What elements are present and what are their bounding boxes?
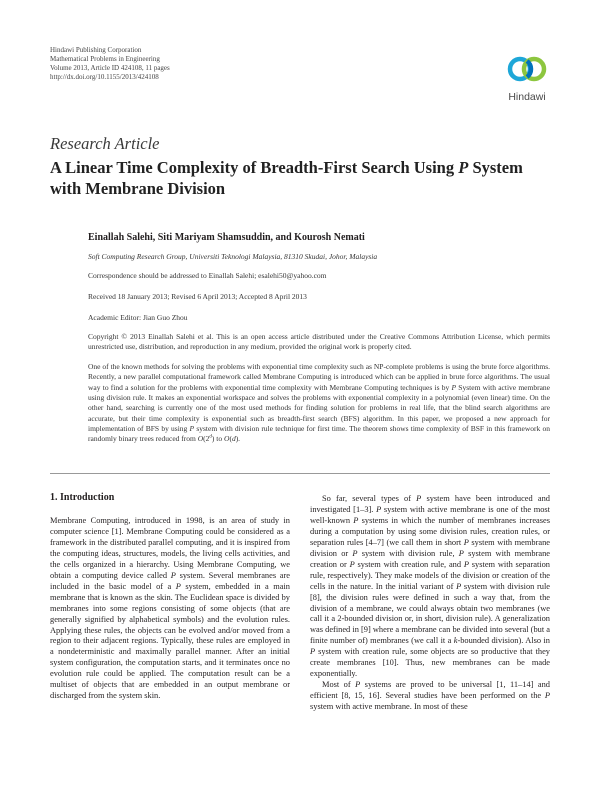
authors: Einallah Salehi, Siti Mariyam Shamsuddin, and Kourosh Nemati bbox=[88, 232, 365, 243]
paper-title bbox=[50, 157, 550, 199]
title-text-1: A Linear Time Complexity of Breadth-First Search Using bbox=[50, 158, 459, 177]
submission-dates: Received 18 January 2013; Revised 6 April 2013; Accepted 8 April 2013 bbox=[88, 292, 307, 301]
journal-header bbox=[50, 46, 170, 82]
paragraph: Most of P systems are proved to be universal [1, 11–14] and efficient [8, 15, 16]. Several studies have been performed on the P system with active membrane. In most of these bbox=[310, 680, 550, 712]
hindawi-rings-icon bbox=[496, 48, 558, 92]
abstract: One of the known methods for solving the problems with exponential time complexity such as NP-complete problems is using the brute force algorithms. Recently, a new parallel computational framework called Membrane Computing is introduced which can be applied in brute force algorithms. The usual way to find a solution for the problems with exponential time complexity with Membrane Computing techniques is by P System with active membrane using division rule. It makes an exponential workspace and solves the problems with exponential complexity in a polynomial (even linear) time. On the other hand, searching is currently one of the most used methods for finding solution for problems in real life, that the blind search algorithms are accurate, but their time complexity is exponential such as breadth-first search (BFS) algorithm. In this paper, we proposed a new approach for implementation of BFS by using P system with division rule technique for first time. The theorem shows time complexity of BSF in this framework on randomly binary trees reduced from O(2$^d$) to O(d). bbox=[88, 362, 550, 444]
publisher: Hindawi Publishing Corporation bbox=[50, 46, 142, 54]
affiliation: Soft Computing Research Group, Universiti Teknologi Malaysia, 81310 Skudai, Johor, Malaysia bbox=[88, 252, 378, 261]
copyright-notice: Copyright © 2013 Einallah Salehi et al. This is an open access article distributed under the Creative Commons Attribution License, which permits unrestricted use, distribution, and reproduction in any medium, provided the original work is properly cited. bbox=[88, 332, 550, 351]
volume-info: Volume 2013, Article ID 424108, 11 pages bbox=[50, 64, 170, 72]
logo-wordmark: Hindawi bbox=[508, 91, 546, 103]
ring-overlap bbox=[527, 61, 531, 77]
doi-link[interactable]: http://dx.doi.org/10.1155/2013/424108 bbox=[50, 73, 159, 81]
academic-editor: Academic Editor: Jian Guo Zhou bbox=[88, 313, 188, 322]
correspondence: Correspondence should be addressed to Einallah Salehi; esalehi50@yahoo.com bbox=[88, 271, 327, 280]
paragraph: So far, several types of P system have been introduced and investigated [1–3]. P system with active membrane is one of the most well-known P systems in which the number of membranes increases during a computation by using some division rules, creation rules, or separation rules [4–7] (we call them in short P system with membrane division or P system with division rule, P system with membrane creation or P system with creation rule, and P system with separation rule, respectively). They make models of the division or creation of the cells in the nature. In the initial variant of P system with division rule [8], the division rules were defined in such a way that, from the division of a membrane, we could always obtain two membranes (we call it a 2-bounded division or, in short, division rule). A generalization was defined in [9] where a membrane can be divided into several (but a finite number of) membranes (we call it a k-bounded division). Also in P system with creation rule, some objects are so productive that they create membranes [10]. Thus, new membranes can be made exponentially. bbox=[310, 494, 551, 679]
journal-name: Mathematical Problems in Engineering bbox=[50, 55, 160, 63]
body-column-right bbox=[310, 494, 550, 713]
section-divider bbox=[50, 473, 550, 474]
hindawi-logo bbox=[496, 48, 558, 108]
article-type: Research Article bbox=[50, 134, 160, 153]
section-heading-introduction: 1. Introduction bbox=[50, 492, 115, 503]
body-column-left bbox=[50, 516, 290, 702]
paragraph: Membrane Computing, introduced in 1998, is an area of study in computer science [1]. Membrane Computing could be considered as a framework in the distributed parallel computing, and it is inspired from the computing ideas, structures, models, the living cells activities, and the cells organized in a hierarchy. Using Membrane Computing, we obtain a computing device called P system. Several membranes are included in the basic model of a P system, embedded in a main membrane that is known as the skin. The Euclidean space is divided by membranes into some regions consisting of some objects (that are generally signified by alphabetical symbols) and the evolution rules. Applying these rules, the objects can be evolved and/or moved from a region to their adjacent regions. Typically, these rules are employed in a nondeterministic and maximally parallel manner. After an initial system configuration, the computation starts, and it terminates once no evolution rule could be applied. The computation result can be a multiset of objects that are embedded in an output membrane or discharged from the system skin. bbox=[50, 516, 290, 701]
title-text-2: System with Membrane Division bbox=[50, 158, 523, 198]
title-variable: P bbox=[458, 158, 469, 177]
